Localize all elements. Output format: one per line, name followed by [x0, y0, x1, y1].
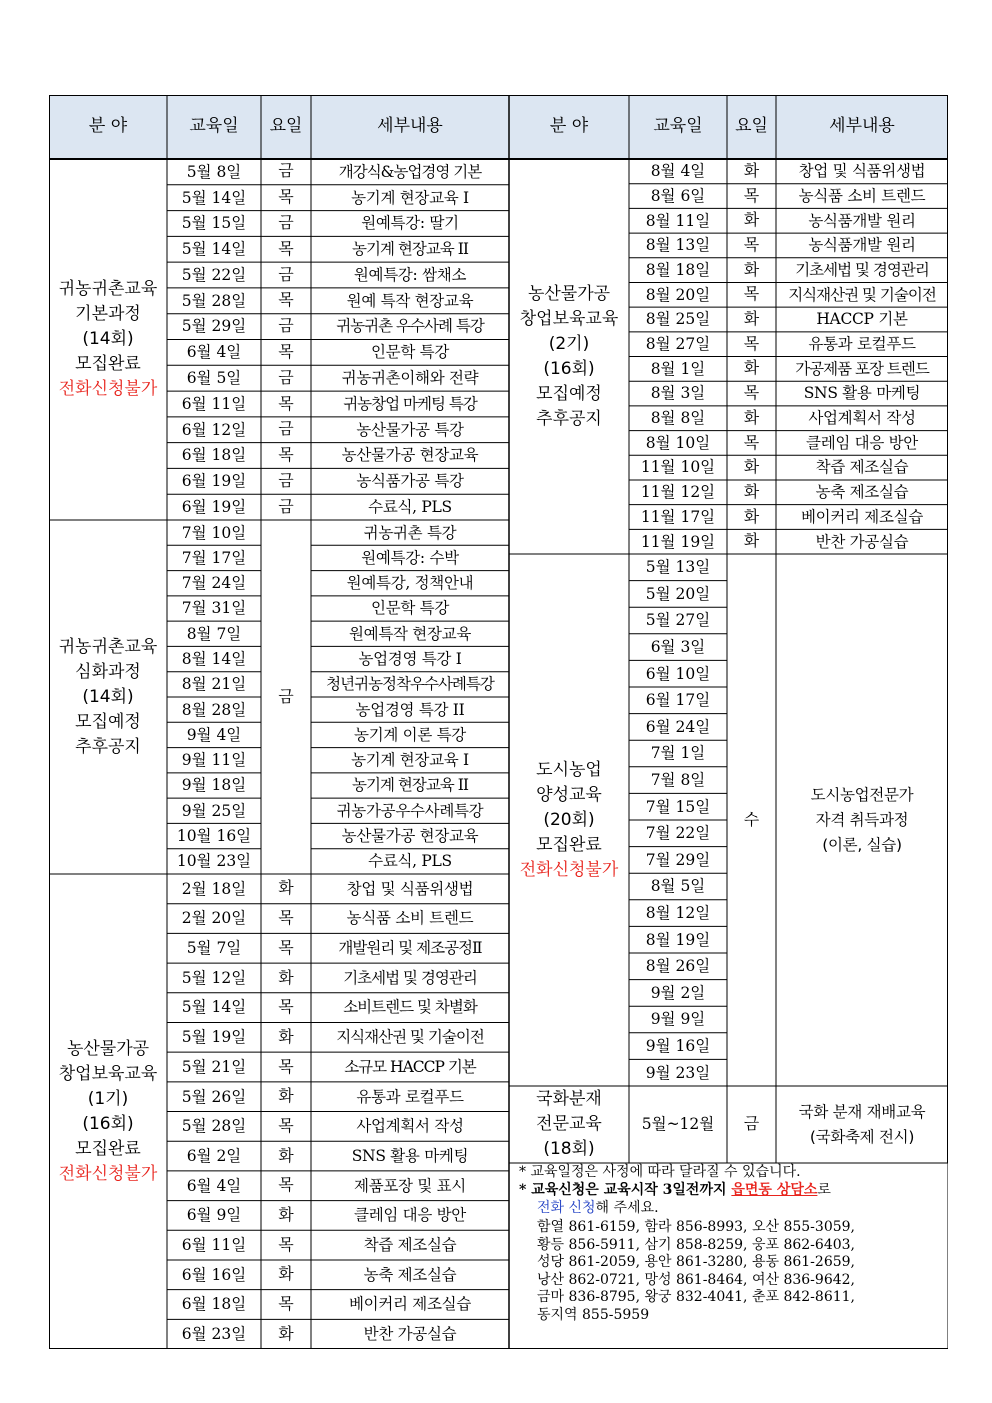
detail-cell: 기초세법 및 경영관리 [343, 968, 477, 987]
date-cell: 5월 29일 [181, 317, 247, 336]
field-label-line: (2기) [548, 333, 590, 354]
date-cell: 9월 9일 [650, 1010, 706, 1029]
consult-office-text: 읍면동 상담소 [731, 1182, 818, 1198]
detail-cell: 창업 및 식품위생법 [346, 879, 474, 898]
field-left-2 [49, 874, 167, 1349]
date-cell: 6월 11일 [181, 1235, 247, 1254]
date-cell: 6월 5일 [186, 369, 242, 388]
detail-cell: 착즙 제조실습 [815, 458, 909, 477]
contact-line: 낭산 862-0721, 망성 861-8464, 여산 836-9642, [537, 1271, 855, 1288]
date-cell: 8월 14일 [181, 649, 247, 668]
merged-day-cell: 수 [743, 809, 760, 829]
date-cell: 5월 27일 [645, 611, 711, 630]
detail-cell: 베이커리 제조실습 [800, 507, 923, 526]
date-cell: 11월 10일 [640, 458, 716, 477]
day-cell: 목 [278, 937, 294, 957]
detail-cell: 농식품 소비 트렌드 [346, 909, 474, 928]
contact-line: 황등 856-5911, 삼기 858-8259, 웅포 862-6403, [537, 1236, 855, 1253]
day-cell: 목 [743, 284, 760, 304]
field-label-line: 전문교육 [536, 1114, 602, 1134]
field-right-0 [509, 159, 629, 554]
header-day-left: 요일 [269, 116, 303, 137]
detail-cell: 지식재산권 및 기술이전 [336, 1028, 484, 1047]
date-cell: 6월 11일 [181, 394, 247, 413]
detail-cell: 농산물가공 특강 [356, 420, 464, 439]
detail-cell: 농산물가공 현장교육 [341, 826, 479, 845]
detail-cell: 유통과 로컬푸드 [356, 1087, 464, 1106]
field-label-line: 모집완료 [75, 1138, 141, 1159]
date-cell: 5월 7일 [186, 939, 242, 958]
date-cell: 9월 18일 [181, 776, 247, 795]
header-field-right: 분 야 [549, 116, 589, 137]
merged-day-cell: 금 [278, 686, 294, 706]
date-cell: 7월 24일 [181, 574, 247, 593]
notes-section [519, 1163, 944, 1324]
note-application: * 교육신청은 교육시작 3일전까지 읍면동 상담소로 [519, 1182, 831, 1198]
day-cell: 화 [743, 160, 760, 180]
date-cell: 5월 19일 [181, 1028, 247, 1047]
detail-cell: 반찬 가공실습 [815, 532, 909, 551]
date-cell: 9월 25일 [181, 801, 247, 820]
contact-line: 동지역 855-5959 [537, 1306, 650, 1323]
detail-cell: 소규모 HACCP 기본 [344, 1057, 476, 1076]
field-label-line: 도시농업 [536, 759, 602, 780]
date-cell: 6월 17일 [645, 691, 711, 710]
detail-cell: 개발원리 및 제조공정Ⅱ [338, 939, 482, 958]
day-cell: 화 [278, 1026, 294, 1046]
date-cell: 5월 28일 [181, 1117, 247, 1136]
date-cell: 8월 20일 [645, 285, 711, 304]
date-cell: 8월 1일 [650, 359, 706, 378]
detail-cell: 소비트렌드 및 차별화 [343, 998, 477, 1017]
day-cell: 화 [743, 457, 760, 477]
detail-cell: 베이커리 제조실습 [348, 1295, 471, 1314]
date-cell: 6월 9일 [186, 1206, 242, 1225]
field-label-line: (1기) [87, 1088, 129, 1109]
field-right-2 [509, 1086, 629, 1163]
note-schedule-change: * 교육일정은 사정에 따라 달라질 수 있습니다. [519, 1164, 801, 1180]
field-label-line: 양성교육 [536, 784, 602, 805]
detail-cell: 수료식, PLS [368, 852, 452, 871]
day-cell: 목 [278, 238, 294, 258]
date-cell: 7월 22일 [645, 824, 711, 843]
date-cell: 9월 16일 [645, 1036, 711, 1055]
date-cell: 8월 11일 [645, 211, 711, 230]
detail-cell: SNS 활용 마케팅 [803, 384, 921, 403]
day-cell: 목 [278, 445, 294, 465]
detail-cell: 반찬 가공실습 [363, 1325, 457, 1344]
date-cell: 11월 19일 [640, 532, 716, 551]
day-cell: 화 [278, 967, 294, 987]
date-cell: 8월 13일 [645, 236, 711, 255]
date-cell: 2월 20일 [181, 909, 247, 928]
date-cell: 8월 4일 [650, 162, 706, 181]
detail-cell: 제품포장 및 표시 [354, 1176, 466, 1195]
detail-cell: 사업계획서 작성 [808, 409, 916, 428]
day-cell: 화 [743, 506, 760, 526]
date-cell: 11월 12일 [640, 483, 716, 502]
field-label-line: 귀농귀촌교육 [58, 636, 158, 657]
detail-cell: 원예특강, 정책안내 [346, 574, 474, 593]
day-cell: 화 [743, 531, 760, 551]
day-cell: 화 [278, 878, 294, 898]
contact-list [519, 1219, 944, 1324]
day-cell: 목 [278, 1056, 294, 1076]
day-cell: 목 [278, 1234, 294, 1254]
no-phone-apply-label: 전화신청불가 [58, 379, 158, 399]
date-cell: 5월 14일 [181, 240, 247, 259]
date-cell: 5월 22일 [181, 265, 247, 284]
day-cell: 금 [278, 496, 294, 516]
date-cell: 8월 10일 [645, 433, 711, 452]
field-label-line: 농산물가공 [527, 283, 611, 304]
field-label-line: 농산물가공 [66, 1038, 150, 1059]
field-label-line: 추후공지 [75, 736, 141, 757]
date-cell: 6월 10일 [645, 664, 711, 683]
field-left-1 [49, 520, 167, 874]
contact-line: 함열 861-6159, 함라 856-8993, 오산 855-3059, [537, 1219, 855, 1235]
date-cell: 8월 19일 [645, 930, 711, 949]
date-cell: 6월 4일 [186, 343, 242, 362]
detail-cell: 창업 및 식품위생법 [798, 162, 926, 181]
date-cell: 5월 8일 [186, 162, 242, 181]
field-label-line: 도시농업전문가 [810, 785, 914, 804]
schedule-table [49, 95, 948, 1349]
detail-cell: 원예 특작 현장교육 [346, 291, 474, 310]
date-cell: 6월 19일 [181, 472, 247, 491]
date-cell: 6월 12일 [181, 420, 247, 439]
detail-cell: 농식품가공 특강 [356, 472, 464, 491]
date-cell: 5월 26일 [181, 1087, 247, 1106]
date-cell: 6월 18일 [181, 1295, 247, 1314]
field-label-line: (14회) [82, 329, 134, 349]
date-cell: 6월 16일 [181, 1265, 247, 1284]
date-cell: 8월 3일 [650, 384, 706, 403]
detail-cell: 농식품개발 원리 [808, 236, 916, 255]
day-cell: 목 [743, 185, 760, 205]
detail-cell: 청년귀농정착우수사례특강 [326, 675, 494, 694]
field-label-line: 모집완료 [75, 354, 141, 374]
detail-cell: 농산물가공 현장교육 [341, 446, 479, 465]
no-phone-apply-label: 전화신청불가 [58, 1163, 158, 1184]
field-right-1 [509, 554, 629, 1086]
detail-cell: 원예특강: 수박 [361, 548, 459, 567]
date-cell: 8월 27일 [645, 335, 711, 354]
detail-cell: 원예특강: 딸기 [361, 214, 459, 233]
day-cell: 화 [743, 358, 760, 378]
date-cell: 5월 21일 [181, 1057, 247, 1076]
field-label-line: 모집예정 [536, 383, 602, 404]
field-label-line: 모집예정 [75, 711, 141, 732]
date-cell: 6월 19일 [181, 497, 247, 516]
header-field-left: 분 야 [88, 116, 128, 137]
detail-cell: 귀농가공우수사례특강 [336, 801, 484, 820]
day-cell: 금 [278, 419, 294, 439]
date-cell: 7월 15일 [645, 797, 711, 816]
detail-cell: 귀농귀촌이해와 전략 [341, 369, 479, 388]
date-cell: 9월 4일 [186, 725, 242, 744]
header-date-left: 교육일 [189, 116, 239, 137]
day-cell: 목 [278, 997, 294, 1017]
detail-cell: 농식품개발 원리 [808, 211, 916, 230]
detail-cell: 가공제품 포장 트렌드 [795, 359, 929, 378]
day-cell: 금 [278, 161, 294, 181]
date-cell: 5월 20일 [645, 584, 711, 603]
header-detail-left: 세부내용 [377, 116, 443, 137]
detail-cell: 귀농창업 마케팅 특강 [343, 394, 477, 413]
detail-cell: 귀농귀촌 우수사례 특강 [336, 317, 484, 336]
field-label-line: (이론, 실습) [822, 835, 902, 854]
date-cell: 6월 2일 [186, 1146, 242, 1165]
day-cell: 목 [278, 393, 294, 413]
detail-cell: 귀농귀촌 특강 [363, 523, 457, 542]
date-cell: 9월 2일 [650, 983, 706, 1002]
date-cell: 2월 18일 [181, 879, 247, 898]
detail-cell: 지식재산권 및 기술이전 [788, 285, 936, 304]
day-cell: 금 [278, 367, 294, 387]
date-cell: 6월 18일 [181, 446, 247, 465]
day-cell: 목 [743, 432, 760, 452]
merged-detail-cell [776, 554, 948, 1086]
date-cell: 8월 7일 [186, 624, 242, 643]
day-cell: 금 [278, 264, 294, 284]
day-cell: 화 [278, 1264, 294, 1284]
date-cell: 5월 13일 [645, 558, 711, 577]
detail-cell: 농기계 현장교육 II [352, 240, 468, 259]
field-label-line: 귀농귀촌교육 [58, 279, 158, 299]
day-cell: 화 [278, 1323, 294, 1343]
field-label-line: 추후공지 [536, 408, 602, 429]
day-cell: 금 [278, 470, 294, 490]
date-cell: 11월 17일 [640, 507, 716, 526]
detail-cell: 수료식, PLS [368, 497, 452, 516]
day-cell: 목 [278, 187, 294, 207]
date-cell: 8월 18일 [645, 260, 711, 279]
day-cell: 금 [278, 316, 294, 336]
detail-cell: 농축 제조실습 [815, 483, 909, 502]
detail-cell: 농기계 현장교육 I [351, 188, 469, 207]
date-cell: 8월 12일 [645, 903, 711, 922]
day-cell: 목 [278, 908, 294, 928]
field-label-line: (16회) [543, 358, 595, 379]
day-cell: 화 [278, 1145, 294, 1165]
date-cell: 6월 3일 [650, 637, 706, 656]
field-label-line: (20회) [543, 809, 595, 830]
header-detail-right: 세부내용 [829, 116, 895, 137]
date-cell: 5월 28일 [181, 291, 247, 310]
detail-cell: 유통과 로컬푸드 [808, 335, 916, 354]
detail-cell: 인문학 특강 [371, 343, 449, 362]
header-day-right: 요일 [735, 116, 768, 137]
date-cell: 6월 23일 [181, 1325, 247, 1344]
date-cell: 5월 15일 [181, 214, 247, 233]
field-label-line: 국화 분재 재배교육 [798, 1102, 926, 1121]
day-cell: 목 [278, 1115, 294, 1135]
detail-cell: 농업경영 특강 II [355, 700, 465, 719]
date-cell: 9월 11일 [181, 751, 247, 770]
detail-cell: 원예특강: 쌈채소 [353, 265, 467, 284]
detail-cell: SNS 활용 마케팅 [351, 1146, 469, 1165]
date-cell: 5월 14일 [181, 188, 247, 207]
day-cell: 화 [743, 481, 760, 501]
detail-cell: 농식품 소비 트렌드 [798, 186, 926, 205]
field-label-line: (국화축제 전시) [809, 1127, 915, 1146]
detail-cell: 클레임 대응 방안 [354, 1206, 466, 1225]
date-cell: 8월 28일 [181, 700, 247, 719]
date-cell: 5월 12일 [181, 968, 247, 987]
date-cell: 6월 4일 [186, 1176, 242, 1195]
detail-cell: 사업계획서 작성 [356, 1117, 464, 1136]
contact-line: 금마 836-8795, 왕궁 832-4041, 춘포 842-8611, [537, 1289, 855, 1305]
detail-cell: 클레임 대응 방안 [806, 433, 918, 452]
date-cell: 9월 23일 [645, 1063, 711, 1082]
date-cell: 6월 24일 [645, 717, 711, 736]
date-cell: 7월 29일 [645, 850, 711, 869]
date-cell: 5월~12월 [641, 1115, 715, 1134]
field-label-line: 국화분재 [536, 1089, 602, 1109]
detail-cell: 인문학 특강 [371, 599, 449, 618]
day-cell: 화 [278, 1086, 294, 1106]
day-cell: 화 [743, 407, 760, 427]
day-cell: 목 [278, 1175, 294, 1195]
day-cell: 화 [743, 210, 760, 230]
detail-cell: 개강식&농업경영 기본 [338, 162, 482, 181]
field-label-line: 심화과정 [75, 661, 141, 682]
field-label-line: (14회) [82, 686, 134, 707]
no-phone-apply-label: 전화신청불가 [519, 859, 619, 880]
day-cell: 목 [743, 333, 760, 353]
day-cell: 목 [278, 1294, 294, 1314]
detail-cell: HACCP 기본 [816, 310, 908, 329]
day-cell: 목 [278, 290, 294, 310]
day-cell: 금 [278, 213, 294, 233]
date-cell: 7월 10일 [181, 523, 247, 542]
day-cell: 목 [743, 383, 760, 403]
date-cell: 7월 1일 [650, 744, 706, 763]
field-label-line: 창업보육교육 [58, 1063, 158, 1084]
date-cell: 7월 8일 [650, 770, 706, 789]
field-label-line: 기본과정 [75, 304, 141, 324]
day-cell: 목 [278, 341, 294, 361]
detail-cell: 농기계 현장교육 II [352, 776, 468, 795]
date-cell: 7월 31일 [181, 599, 247, 618]
date-cell: 8월 26일 [645, 957, 711, 976]
day-cell: 금 [743, 1114, 760, 1134]
detail-cell: 농기계 이론 특강 [354, 725, 466, 744]
date-cell: 5월 14일 [181, 998, 247, 1017]
detail-cell: 기초세법 및 경영관리 [795, 260, 929, 279]
detail-cell: 농축 제조실습 [363, 1265, 457, 1284]
header-date-right: 교육일 [653, 116, 703, 137]
contact-line: 성당 861-2059, 용안 861-3280, 용동 861-2659, [537, 1254, 855, 1270]
note-phone-apply: 전화 신청해 주세요. [537, 1200, 659, 1216]
field-label-line: 모집완료 [536, 834, 602, 855]
date-cell: 8월 8일 [650, 409, 706, 428]
field-label-line: 창업보육교육 [519, 308, 619, 329]
day-cell: 화 [743, 259, 760, 279]
detail-cell: 원예특작 현장교육 [348, 624, 471, 643]
detail-cell: 농업경영 특강 I [358, 649, 462, 668]
field-label-line: (16회) [82, 1113, 134, 1134]
detail-cell [776, 1086, 948, 1163]
date-cell: 8월 5일 [650, 877, 706, 896]
detail-cell: 착즙 제조실습 [363, 1235, 457, 1254]
date-cell: 10월 16일 [176, 826, 252, 845]
day-cell: 목 [743, 235, 760, 254]
date-cell: 8월 25일 [645, 310, 711, 329]
day-cell: 화 [278, 1205, 294, 1224]
detail-cell: 농기계 현장교육 I [351, 751, 469, 770]
field-left-0 [49, 159, 167, 520]
field-label-line: 자격 취득과정 [815, 810, 909, 829]
date-cell: 8월 21일 [181, 675, 247, 694]
field-label-line: (18회) [543, 1139, 595, 1159]
date-cell: 8월 6일 [650, 186, 706, 205]
date-cell: 10월 23일 [176, 852, 252, 871]
day-cell: 화 [743, 309, 760, 329]
date-cell: 7월 17일 [181, 548, 247, 567]
